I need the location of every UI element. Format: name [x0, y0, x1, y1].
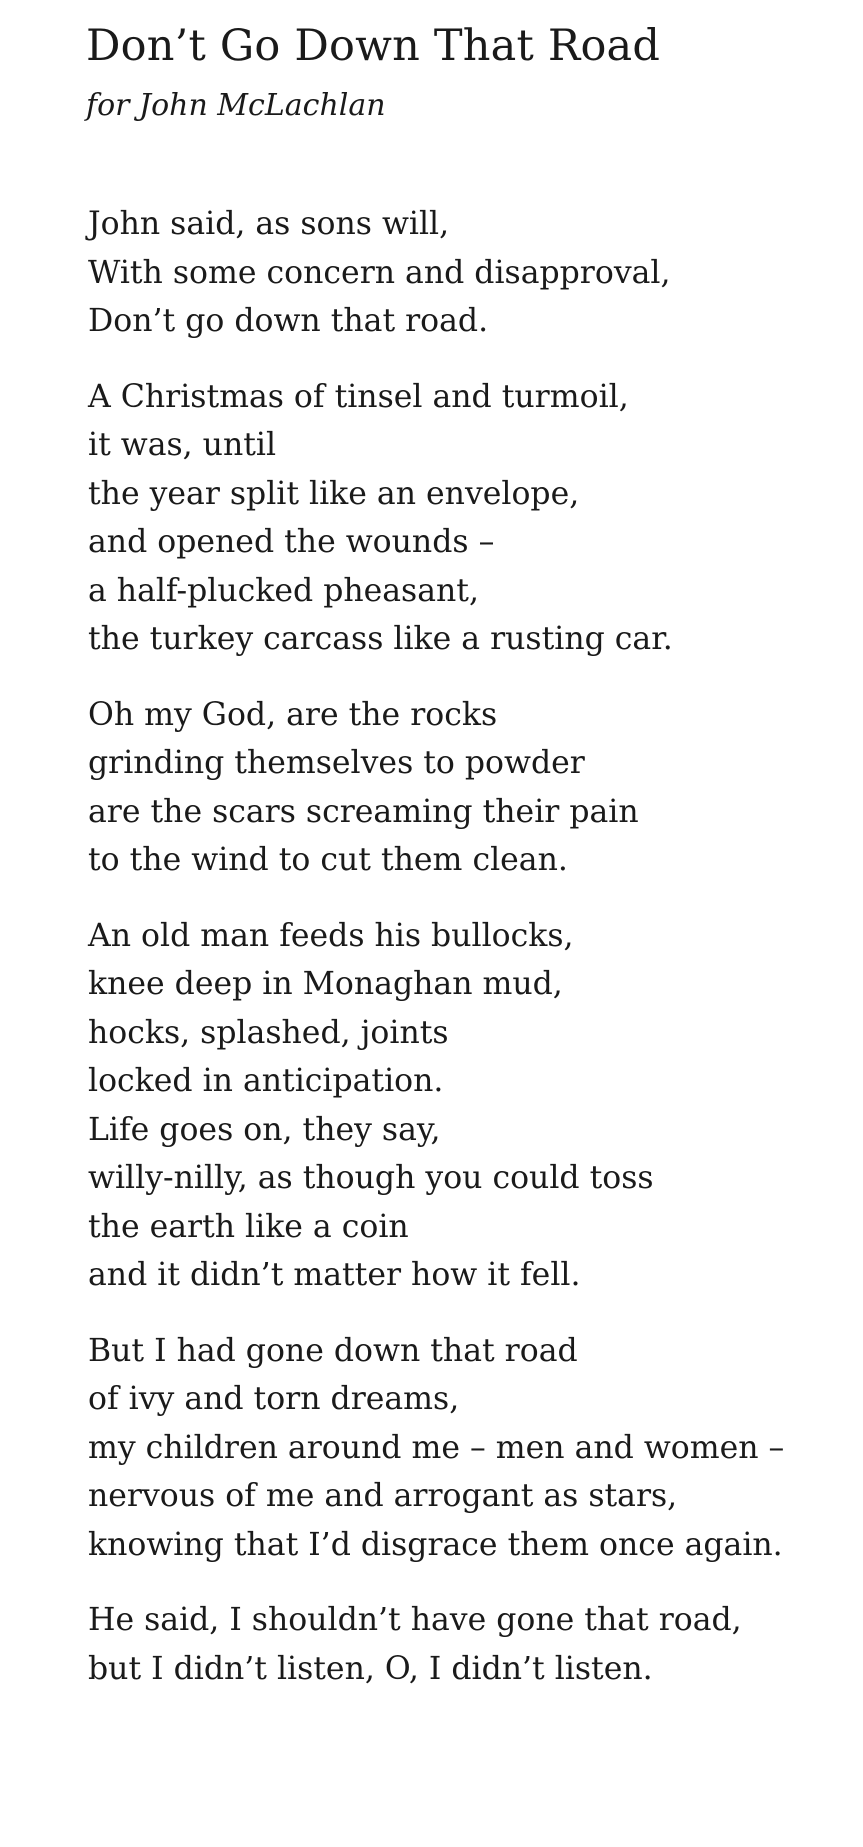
poem-line: Oh my God, are the rocks — [88, 696, 498, 733]
poem-line: nervous of me and arrogant as stars, — [88, 1478, 678, 1514]
poem-line: hocks, splashed, joints — [88, 1014, 449, 1051]
poem-line: A Christmas of tinsel and turmoil, — [88, 378, 629, 415]
poem-line: grinding themselves to powder — [88, 745, 585, 781]
stanza-5 — [88, 1327, 858, 1570]
poem-line: With some concern and disapproval, — [88, 254, 671, 291]
poem-line: willy-nilly, as though you could toss — [88, 1160, 654, 1196]
poem-line: are the scars screaming their pain — [88, 793, 639, 830]
poem-line: John said, as sons will, — [88, 206, 450, 242]
poem-line: locked in anticipation. — [88, 1063, 444, 1099]
poem-line: to the wind to cut them clean. — [88, 842, 568, 878]
poem-line: But I had gone down that road — [88, 1332, 578, 1369]
poem-line: of ivy and torn dreams, — [88, 1381, 460, 1417]
poem-line: An old man feeds his bullocks, — [88, 917, 574, 954]
poem-line: and it didn’t matter how it fell. — [88, 1257, 581, 1293]
stanza-3 — [88, 691, 858, 885]
poem-line: the year split like an envelope, — [88, 475, 580, 512]
poem-line: but I didn’t listen, O, I didn’t listen. — [88, 1650, 653, 1687]
poem-line: and opened the wounds – — [88, 524, 495, 560]
poem-line: He said, I shouldn’t have gone that road, — [88, 1602, 742, 1638]
poem-line: it was, until — [88, 427, 277, 463]
poem-line: my children around me – men and women – — [88, 1429, 785, 1466]
stanza-6 — [88, 1596, 858, 1693]
poem-line: knee deep in Monaghan mud, — [88, 966, 563, 1002]
stanza-4 — [88, 912, 858, 1300]
poem-line: the turkey carcass like a rusting car. — [88, 621, 673, 657]
poem-line: Life goes on, they say, — [88, 1111, 441, 1148]
poem-line: a half-plucked pheasant, — [88, 572, 479, 609]
poem-dedication: for John McLachlan — [86, 88, 386, 123]
stanza-2 — [88, 373, 858, 664]
stanza-1 — [88, 200, 858, 346]
poem-line: Don’t go down that road. — [88, 303, 489, 339]
poem-title: Don’t Go Down That Road — [86, 21, 661, 71]
poem-line: knowing that I’d disgrace them once again. — [88, 1526, 783, 1563]
poem-body — [88, 200, 858, 1720]
poem-line: the earth like a coin — [88, 1208, 409, 1245]
